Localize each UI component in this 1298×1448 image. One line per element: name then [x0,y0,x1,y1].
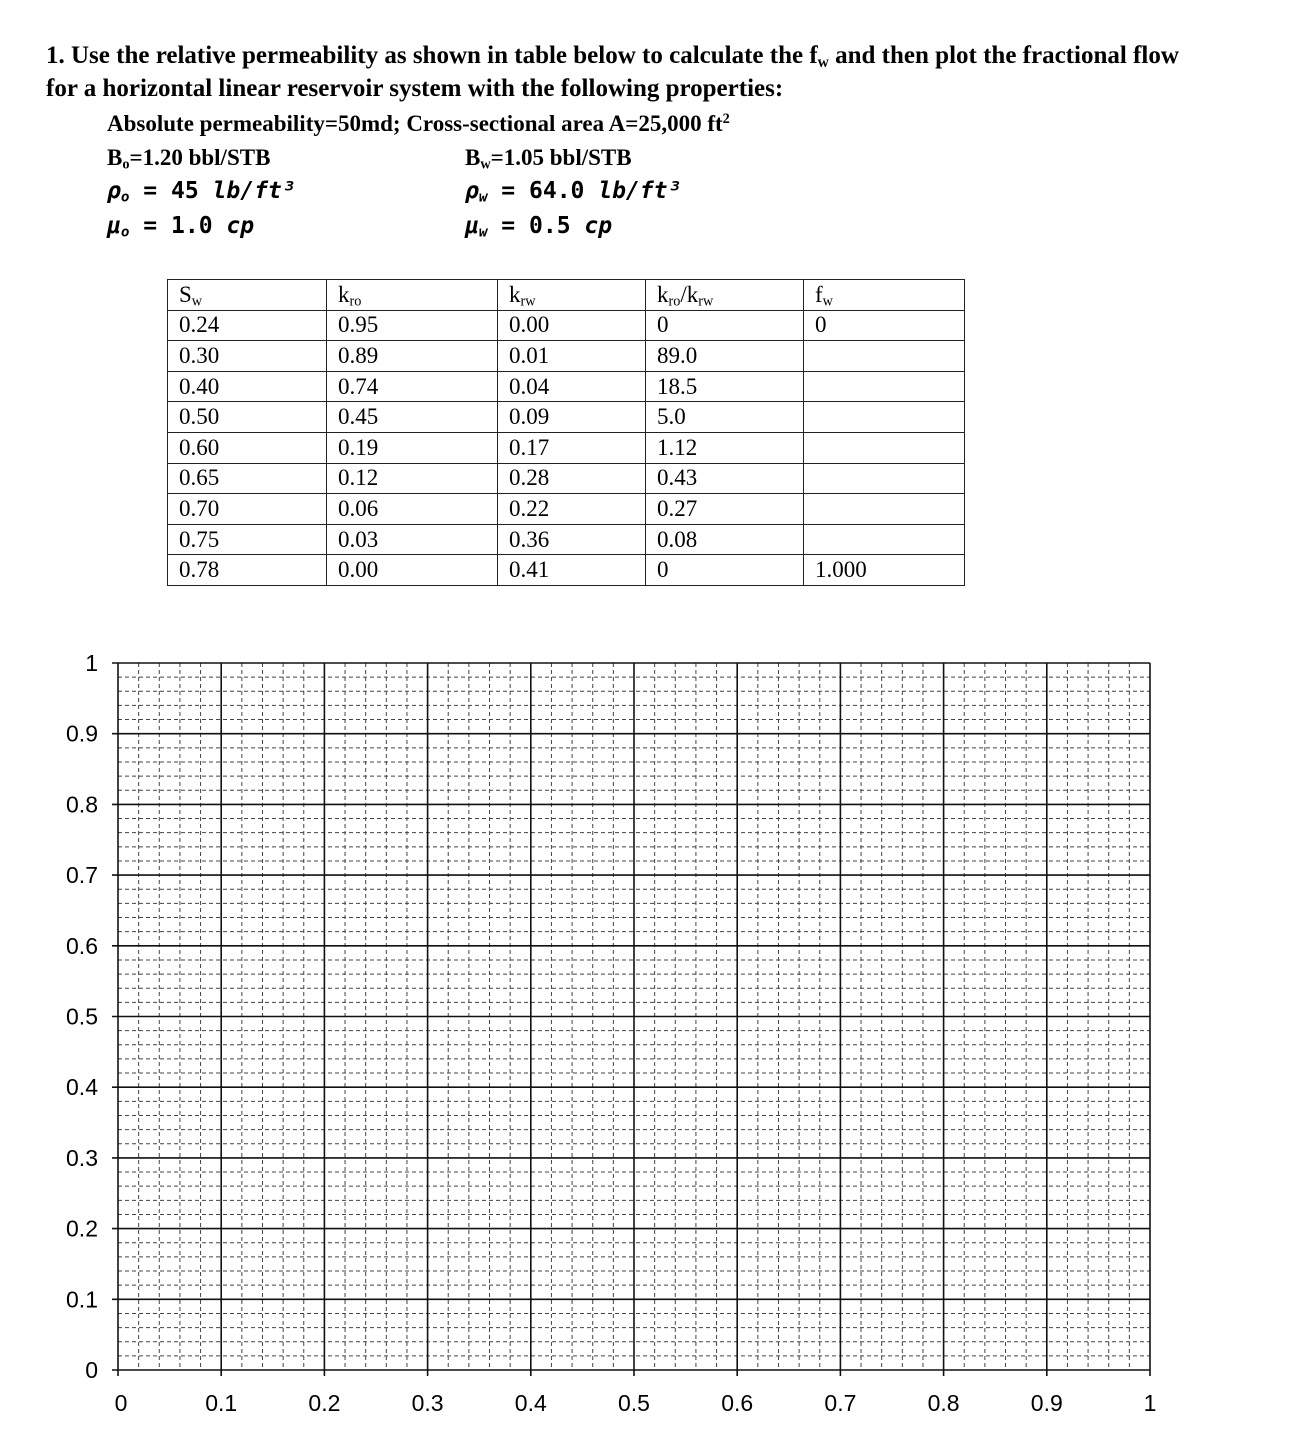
question-fw-subscript: w [817,53,829,71]
water-viscosity-subscript: w [478,224,488,241]
table-row [168,371,965,402]
header-sw [168,280,327,311]
oil-density-value: = 45 [129,178,213,204]
cell-krw: 0.17 [498,432,646,463]
x-tick-label: 0.8 [927,1390,960,1416]
question-text-start: 1. Use the relative permeability as shown in table below to calculate the f [46,42,818,69]
table-row [168,341,965,372]
table-row [168,555,965,586]
x-tick-label: 0.2 [308,1390,341,1416]
oil-viscosity [107,213,254,239]
oil-viscosity-unit: cp [226,213,255,239]
cell-kro-krw: 0.43 [646,463,804,494]
header-fw-subscript: w [822,293,833,310]
cell-kro: 0.12 [327,463,498,494]
cell-fw [804,371,965,402]
permeability-area-line [107,111,730,137]
cell-kro: 0.00 [327,555,498,586]
question-line-1 [46,42,1179,70]
cell-kro: 0.45 [327,402,498,433]
x-tick-label: 0.6 [721,1390,754,1416]
cell-fw: 0 [804,310,965,341]
cell-sw: 0.65 [168,463,327,494]
water-density-unit: lb/ft³ [598,178,682,204]
table-row [168,432,965,463]
cell-sw: 0.50 [168,402,327,433]
cell-krw: 0.00 [498,310,646,341]
header-kro [327,280,498,311]
cell-sw: 0.30 [168,341,327,372]
cell-kro: 0.74 [327,371,498,402]
header-krw-symbol: k [509,281,521,307]
x-tick-label: 0.7 [824,1390,857,1416]
major-grid [112,663,1150,1376]
cell-sw: 0.70 [168,494,327,525]
cell-fw [804,402,965,433]
oil-viscosity-value: = 1.0 [129,213,227,239]
cell-sw: 0.75 [168,524,327,555]
water-fvf [465,145,632,171]
permeability-area-text: Absolute permeability=50md; Cross-sectional area A=25,000 ft [107,111,723,136]
water-viscosity-value: = 0.5 [487,213,585,239]
cell-kro-krw: 0 [646,310,804,341]
cell-kro: 0.19 [327,432,498,463]
water-density-subscript: w [478,189,488,206]
x-tick-label: 0.1 [205,1390,238,1416]
oil-density-subscript: o [120,189,130,206]
table-body [168,280,965,586]
question-text-end: and then plot the fractional flow [828,42,1179,69]
cell-kro-krw: 0.08 [646,524,804,555]
cell-sw: 0.78 [168,555,327,586]
header-sw-subscript: w [191,293,203,310]
x-tick-label: 1 [1143,1390,1157,1416]
cell-fw [804,494,965,525]
oil-fvf [107,145,270,171]
cell-kro-krw: 89.0 [646,341,804,372]
cell-kro-krw: 1.12 [646,432,804,463]
cell-fw [804,432,965,463]
header-sw-symbol: S [179,281,192,307]
water-viscosity-unit: cp [584,213,613,239]
oil-density-symbol: ρ [107,178,121,204]
y-tick-label: 0.1 [66,1286,98,1313]
cell-kro-krw: 0.27 [646,494,804,525]
x-tick-label: 0 [114,1390,128,1416]
cell-kro: 0.03 [327,524,498,555]
water-density-value: = 64.0 [487,178,599,204]
header-kro-krw-subscript-2: rw [698,293,714,310]
oil-fvf-subscript: o [122,156,130,173]
oil-viscosity-symbol: μ [107,213,121,239]
table-row [168,310,965,341]
y-tick-label: 0.3 [66,1144,98,1171]
x-axis-ticks [115,1390,1157,1416]
cell-krw: 0.41 [498,555,646,586]
y-tick-label: 1 [85,650,98,676]
table-row [168,524,965,555]
y-tick-label: 0.9 [66,720,98,747]
question-line-2: for a horizontal linear reservoir system with the following properties: [46,75,784,102]
header-kro-subscript: ro [349,293,362,310]
header-krw [498,280,646,311]
oil-viscosity-subscript: o [120,224,130,241]
y-tick-label: 0.4 [66,1074,98,1101]
header-fw [804,280,965,311]
cell-krw: 0.04 [498,371,646,402]
water-viscosity-symbol: μ [465,213,479,239]
cell-sw: 0.60 [168,432,327,463]
area-exponent: 2 [722,111,730,128]
header-krw-subscript: rw [520,293,536,310]
table-row [168,494,965,525]
x-tick-label: 0.9 [1030,1390,1063,1416]
water-fvf-subscript: w [480,156,491,173]
cell-fw [804,524,965,555]
x-tick-label: 0.4 [514,1390,547,1416]
oil-density [107,178,296,204]
cell-sw: 0.40 [168,371,327,402]
cell-kro-krw: 5.0 [646,402,804,433]
oil-density-unit: lb/ft³ [212,178,296,204]
water-density [465,178,681,204]
cell-fw [804,463,965,494]
y-tick-label: 0.8 [66,791,98,818]
cell-kro: 0.89 [327,341,498,372]
y-axis-ticks [66,650,98,1383]
cell-krw: 0.01 [498,341,646,372]
cell-krw: 0.22 [498,494,646,525]
relative-permeability-table [167,279,965,586]
header-kro-krw-symbol: k [657,281,669,307]
table-row [168,402,965,433]
y-tick-label: 0.5 [66,1003,98,1030]
x-tick-label: 0.5 [618,1390,650,1416]
cell-krw: 0.36 [498,524,646,555]
fractional-flow-chart [0,640,1298,1448]
water-fvf-value: =1.05 bbl/STB [490,145,632,170]
x-tick-label: 0.3 [411,1390,444,1416]
cell-kro-krw: 18.5 [646,371,804,402]
table-row [168,463,965,494]
y-tick-label: 0 [85,1357,98,1383]
cell-kro: 0.06 [327,494,498,525]
y-tick-label: 0.7 [66,862,98,889]
cell-fw [804,341,965,372]
y-tick-label: 0.2 [66,1215,98,1242]
header-kro-krw-subscript: ro [668,293,681,310]
header-kro-krw [646,280,804,311]
cell-kro: 0.95 [327,310,498,341]
cell-fw: 1.000 [804,555,965,586]
cell-krw: 0.09 [498,402,646,433]
oil-fvf-symbol: B [107,145,123,170]
water-fvf-symbol: B [465,145,481,170]
oil-fvf-value: =1.20 bbl/STB [129,145,271,170]
header-kro-krw-divider: /k [680,281,699,307]
cell-krw: 0.28 [498,463,646,494]
y-tick-label: 0.6 [66,932,98,959]
header-fw-symbol: f [815,281,823,307]
cell-sw: 0.24 [168,310,327,341]
water-viscosity [465,213,612,239]
cell-kro-krw: 0 [646,555,804,586]
table-header-row [168,280,965,311]
header-kro-symbol: k [338,281,350,307]
water-density-symbol: ρ [465,178,479,204]
